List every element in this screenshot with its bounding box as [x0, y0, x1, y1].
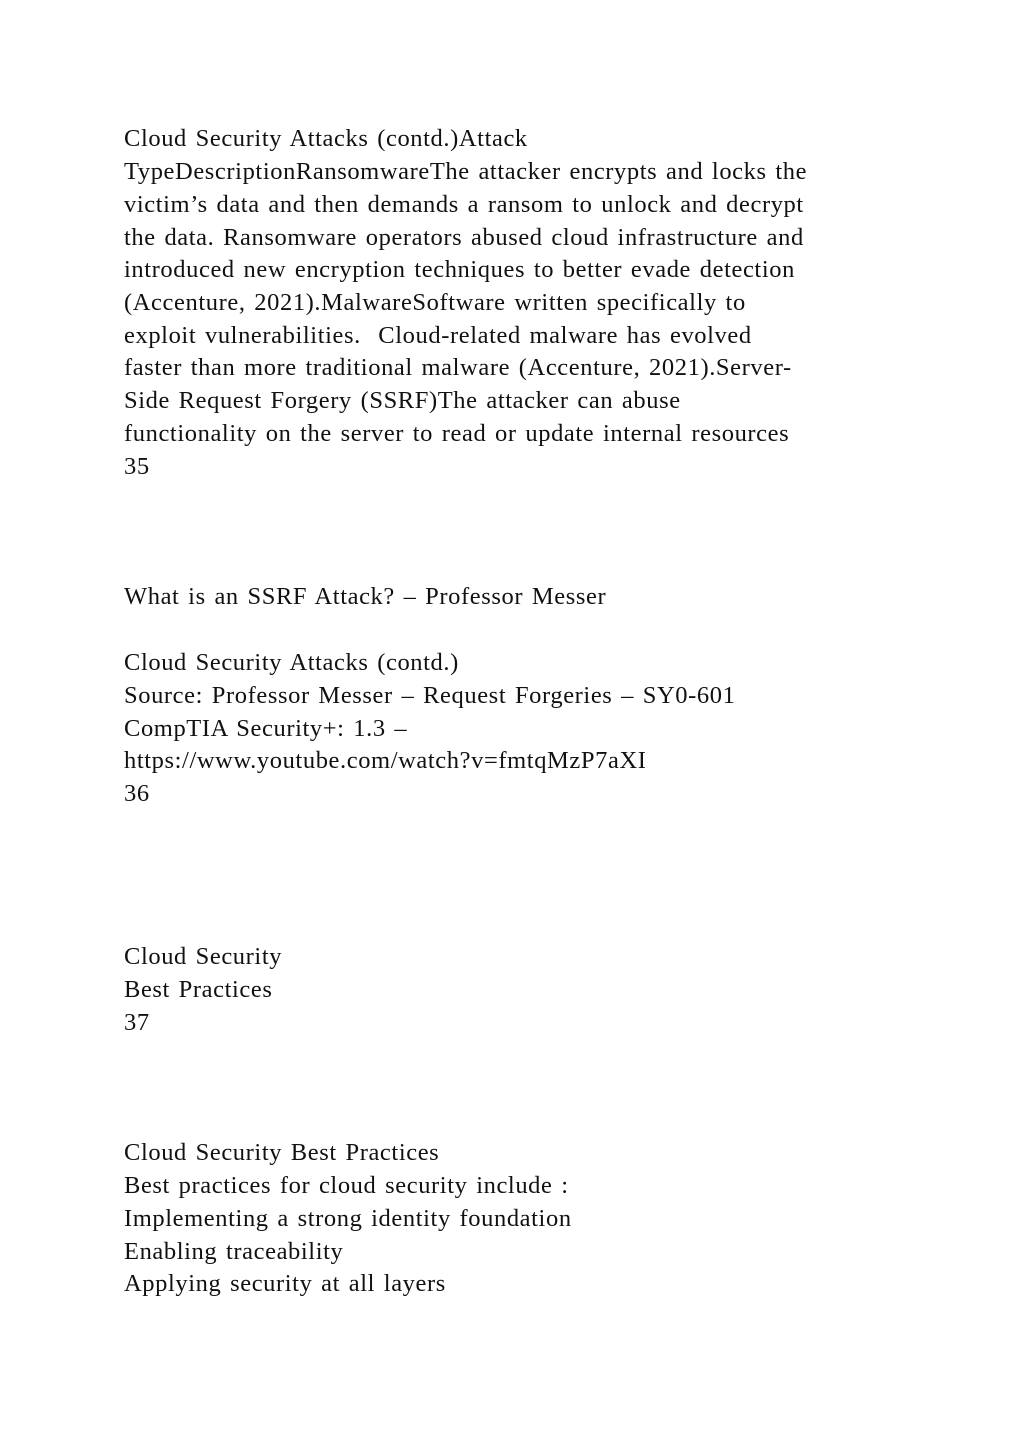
section1-line-5: introduced new encryption techniques to better evade detection — [124, 256, 795, 283]
section1-line-7: exploit vulnerabilities. Cloud-related malware has evolved — [124, 322, 752, 349]
page-number-37: 37 — [124, 1009, 150, 1036]
section5-title: Cloud Security Best Practices — [124, 1139, 440, 1166]
section3-source-2: CompTIA Security+: 1.3 – — [124, 715, 408, 742]
section4-title-line-1: Cloud Security — [124, 943, 283, 970]
page-number-36: 36 — [124, 780, 150, 807]
section1-line-2: TypeDescriptionRansomwareThe attacker encrypts and locks the — [124, 158, 808, 185]
section5-intro: Best practices for cloud security include : — [124, 1172, 569, 1199]
section1-line-4: the data. Ransomware operators abused cloud infrastructure and — [124, 224, 804, 251]
video-title: What is an SSRF Attack? – Professor Messer — [124, 583, 607, 610]
best-practice-item: Implementing a strong identity foundation — [124, 1205, 572, 1232]
section3-source: Source: Professor Messer – Request Forgeries – SY0-601 — [124, 682, 736, 709]
section1-line-1: Cloud Security Attacks (contd.)Attack — [124, 125, 528, 152]
best-practice-item: Enabling traceability — [124, 1238, 344, 1265]
best-practice-item: Applying security at all layers — [124, 1270, 446, 1297]
section1-line-9: Side Request Forgery (SSRF)The attacker can abuse — [124, 387, 681, 414]
section1-line-10: functionality on the server to read or update internal resources — [124, 420, 790, 447]
section1-line-8: faster than more traditional malware (Accenture, 2021).Server- — [124, 354, 792, 381]
section1-line-3: victim’s data and then demands a ransom to unlock and decrypt — [124, 191, 804, 218]
page-number-35: 35 — [124, 453, 150, 480]
source-url: https://www.youtube.com/watch?v=fmtqMzP7aXI — [124, 747, 647, 774]
section3-title: Cloud Security Attacks (contd.) — [124, 649, 459, 676]
section1-line-6: (Accenture, 2021).MalwareSoftware written specifically to — [124, 289, 746, 316]
section4-title-line-2: Best Practices — [124, 976, 273, 1003]
